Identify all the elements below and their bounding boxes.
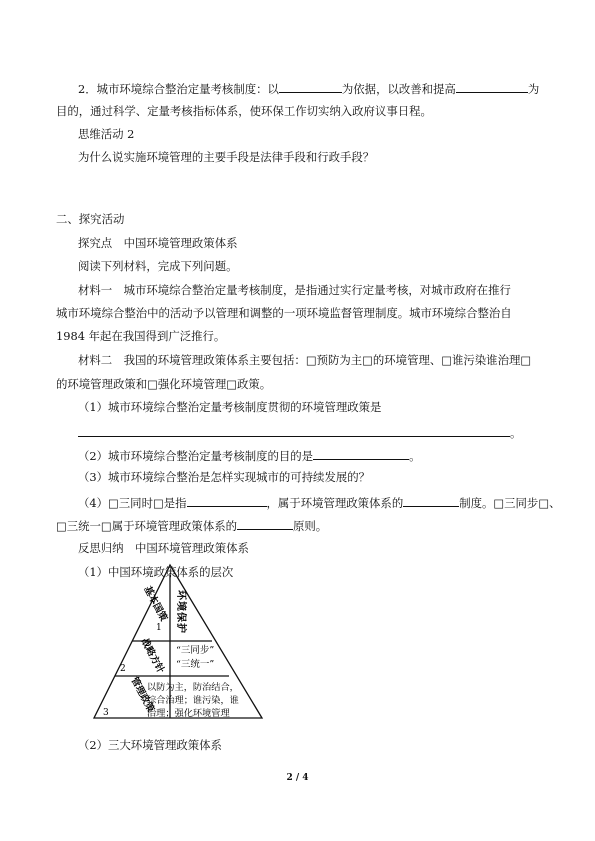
level-3-text: 综合治理；谁污染，谁 xyxy=(147,695,239,706)
question-line: （1）城市环境综合整治定量考核制度贯彻的环境管理政策是 xyxy=(78,400,382,414)
level-1-label: 基本国策 xyxy=(141,584,169,624)
level-number: 1 xyxy=(156,623,162,633)
material-line: 的环境管理政策和□强化环境管理□政策。 xyxy=(56,377,272,391)
blank-underline xyxy=(403,494,459,507)
level-3-text: 以防为主，防治结合， xyxy=(147,682,239,693)
blank-underline xyxy=(456,80,528,93)
blank-underline xyxy=(187,494,267,507)
material-line: 1984 年起在我国得到广泛推行。 xyxy=(56,329,226,343)
summary-heading: 反思归纳 中国环境管理政策体系 xyxy=(78,541,249,555)
page-number: 2 / 4 xyxy=(286,773,309,783)
text-segment: 原则。 xyxy=(293,519,328,533)
instruction-line: 阅读下列材料，完成下列问题。 xyxy=(78,259,238,273)
level-2-text: “三同步” xyxy=(176,645,215,656)
pyramid-outline xyxy=(94,565,262,718)
text-segment: 。 xyxy=(409,449,421,463)
summary-subheading: （2）三大环境管理政策体系 xyxy=(78,738,222,752)
question-line: 为什么说实施环境管理的主要手段是法律手段和行政手段？ xyxy=(78,150,375,164)
text-line: 目的，通过科学、定量考核指标体系，使环保工作切实纳入政府议事日程。 xyxy=(56,104,432,118)
answer-line xyxy=(78,424,521,440)
text-segment: 为依据，以改善和提高 xyxy=(341,82,456,96)
activity-title: 思维活动 2 xyxy=(78,127,135,141)
text-segment: 制度。□三同步□、 xyxy=(459,496,561,510)
blank-underline xyxy=(78,424,510,437)
level-number: 2 xyxy=(120,664,126,674)
question-line xyxy=(56,517,327,533)
text-line xyxy=(78,80,539,96)
question-line xyxy=(78,494,560,510)
blank-underline xyxy=(313,447,409,460)
level-3-label: 管理政策 xyxy=(128,675,156,715)
question-line xyxy=(78,447,420,463)
question-line: （3）城市环境综合整治是怎样实现城市的可持续发展的？ xyxy=(78,470,371,484)
text-segment: 。 xyxy=(510,426,522,440)
text-segment: ，属于环境管理政策体系的 xyxy=(266,496,404,510)
text-segment: （4）□三同时□是指 xyxy=(78,496,187,510)
text-segment: （2）城市环境综合整治定量考核制度的目的是 xyxy=(78,449,314,463)
blank-underline xyxy=(279,80,342,93)
explore-heading: 探究点 中国环境管理政策体系 xyxy=(78,236,238,250)
level-number: 3 xyxy=(103,708,109,718)
material-line: 城市环境综合整治中的活动予以管理和调整的一项环境监督管理制度。城市环境综合整治自 xyxy=(56,306,512,320)
text-segment: 2．城市环境综合整治定量考核制度：以 xyxy=(78,82,279,96)
level-2-label: 战略方针 xyxy=(138,636,166,676)
level-3-text: 治理；强化环境管理 xyxy=(147,708,230,719)
blank-underline xyxy=(237,517,293,530)
level-2-text: “三统一” xyxy=(176,659,215,670)
summary-subheading: （1）中国环境政策体系的层次 xyxy=(78,565,234,579)
section-heading: 二、探究活动 xyxy=(56,212,125,226)
material-line: 材料一 城市环境综合整治定量考核制度，是指通过实行定量考核，对城市政府在推行 xyxy=(78,283,511,297)
text-segment: 为 xyxy=(527,82,540,96)
text-segment: □三统一□属于环境管理政策体系的 xyxy=(56,519,237,533)
level-1-text: 环境保护 xyxy=(175,590,186,634)
material-line: 材料二 我国的环境管理政策体系主要包括：□预防为主□的环境管理、□谁污染谁治理□ xyxy=(78,353,532,367)
